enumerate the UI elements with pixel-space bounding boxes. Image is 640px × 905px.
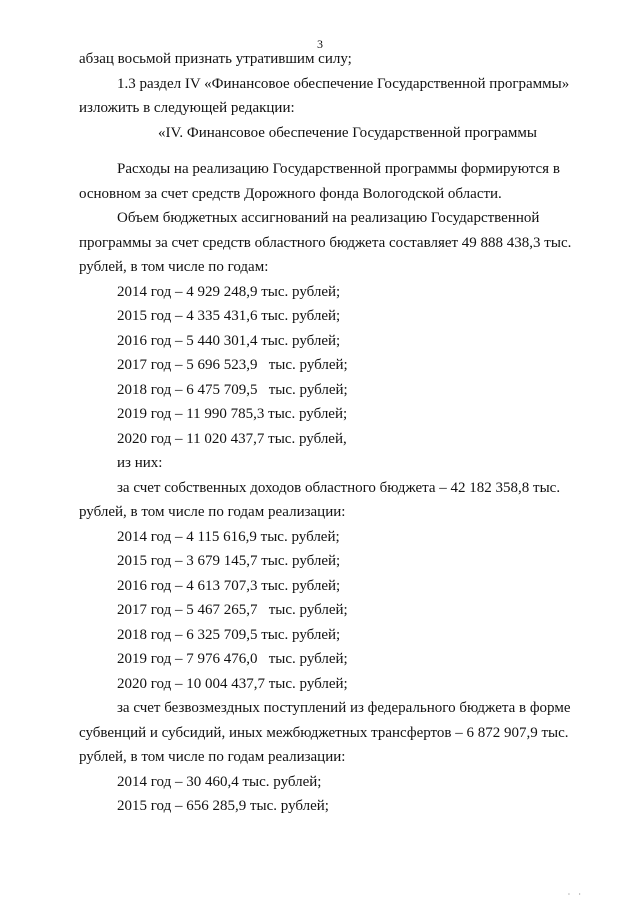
paragraph-line: Расходы на реализацию Государственной программы формируются в <box>117 161 560 177</box>
year-amount-line: 2018 год – 6 475 709,5 тыс. рублей; <box>117 381 348 398</box>
year-amount-line: 2020 год – 11 020 437,7 тыс. рублей, <box>117 430 347 447</box>
paragraph-line: из них: <box>117 455 163 471</box>
paragraph-line: Объем бюджетных ассигнований на реализацию Государственной <box>117 210 540 226</box>
section-title: «IV. Финансовое обеспечение Государственной программы <box>158 124 537 141</box>
document-body <box>79 47 609 819</box>
year-amount-line: 2017 год – 5 696 523,9 тыс. рублей; <box>117 357 348 373</box>
page-number: 3 <box>317 37 323 51</box>
paragraph-line: программы за счет средств областного бюджета составляет 49 888 438,3 тыс. <box>79 234 572 251</box>
year-amount-line: 2018 год – 6 325 709,5 тыс. рублей; <box>117 626 341 643</box>
year-amount-line: 2014 год – 30 460,4 тыс. рублей; <box>117 773 322 790</box>
paragraph-line: рублей, в том числе по годам реализации: <box>79 504 346 520</box>
year-amount-line: 2015 год – 4 335 431,6 тыс. рублей; <box>117 308 341 324</box>
year-amount-line: 2016 год – 4 613 707,3 тыс. рублей; <box>117 577 341 594</box>
year-amount-line: 2014 год – 4 929 248,9 тыс. рублей; <box>117 283 341 300</box>
year-amount-line: 2014 год – 4 115 616,9 тыс. рублей; <box>117 528 340 545</box>
paragraph-line: изложить в следующей редакции: <box>79 100 295 116</box>
paragraph-line: рублей, в том числе по годам: <box>79 259 269 275</box>
year-amount-line: 2015 год – 3 679 145,7 тыс. рублей; <box>117 553 341 569</box>
paragraph-line: рублей, в том числе по годам реализации: <box>79 749 346 765</box>
year-amount-line: 2016 год – 5 440 301,4 тыс. рублей; <box>117 332 341 349</box>
scan-mark: · · <box>567 890 584 899</box>
year-amount-line: 2020 год – 10 004 437,7 тыс. рублей; <box>117 675 348 692</box>
year-amount-line: 2019 год – 11 990 785,3 тыс. рублей; <box>117 406 348 422</box>
paragraph-line: субвенций и субсидий, иных межбюджетных трансфертов – 6 872 907,9 тыс. <box>79 724 569 741</box>
paragraph-line: 1.3 раздел IV «Финансовое обеспечение Государственной программы» <box>117 75 570 92</box>
year-amount-line: 2017 год – 5 467 265,7 тыс. рублей; <box>117 602 348 618</box>
paragraph-line: за счет собственных доходов областного бюджета – 42 182 358,8 тыс. <box>117 479 561 496</box>
paragraph-line: за счет безвозмездных поступлений из федерального бюджета в форме <box>117 700 571 716</box>
paragraph-line: абзац восьмой признать утратившим силу; <box>79 51 352 67</box>
year-amount-line: 2019 год – 7 976 476,0 тыс. рублей; <box>117 651 348 667</box>
year-amount-line: 2015 год – 656 285,9 тыс. рублей; <box>117 798 329 814</box>
paragraph-line: основном за счет средств Дорожного фонда Вологодской области. <box>79 185 502 202</box>
